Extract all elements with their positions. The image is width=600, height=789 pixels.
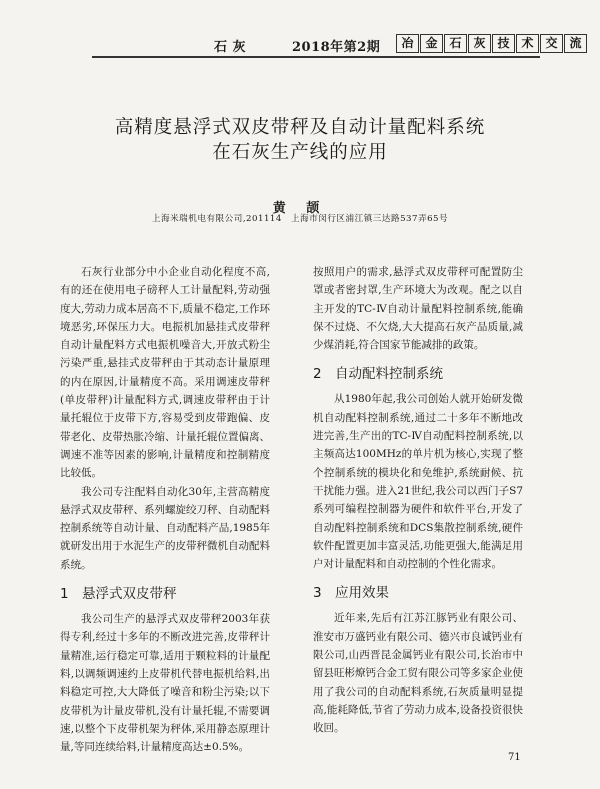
paragraph: 从1980年起,我公司创始人就开始研发微机自动配料控制系统,通过二十多年不断地改进完善,生产出的TC-Ⅳ自动配料控制系统,以主频高达100MHz的单片机为核心,实现了整个控制系统的模块化和免维护,系统耐候、抗干扰能力强。进入21世纪,我公司以西门子S7系列可编程控制器为硬件和软件平台,开发了自动配料控制系统和DCS集散控制系统,硬件软件配置更加丰富灵活,功能更强大,能满足用户对计量配料和自动控制的个性化需求。 [313, 393, 523, 571]
left-column [60, 263, 270, 756]
page-number: 71 [508, 752, 521, 763]
paragraph: 近年来,先后有江苏江豚钙业有限公司、淮安市万盛钙业有限公司、德兴市良诚钙业有限公司,山西晋昆金属钙业有限公司,长治市中留县旺彬燎钙合金工贸有限公司等多家企业使用了我公司的自动配料系统,石灰质量明显提高,能耗降低,节省了劳动力成本,设备投资很快收回。 [313, 612, 523, 735]
section-heading [60, 582, 270, 602]
section-title: 自动配料控制系统 [335, 366, 443, 383]
journal-name: 石 灰 [214, 40, 247, 55]
paragraph: 石灰行业部分中小企业自动化程度不高,有的还在使用电子磅秤人工计量配料,劳动强度大,劳动力成本居高不下,质量不稳定,工作环境恶劣,环保压力大。电振机加悬挂式皮带秤自动计量配料方式电振机噪音大,开放式粉尘污染严重,悬挂式皮带秤由于其动态计量原理的内在原因,计量精度不高。采用调速皮带秤(单皮带秤)计量配料方式,调速皮带秤由于计量托辊位于皮带下方,容易受到皮带跑偏、皮带老化、皮带热胀冷缩、计量托辊位置偏离、调速不准等因素的影响,计量精度和控制精度比较低。 [60, 266, 270, 480]
section-number: 1 [60, 586, 69, 603]
header-rule [92, 56, 540, 58]
author-name: 黄 颉 [272, 201, 328, 216]
column-name-boxes [396, 34, 588, 53]
paragraph: 我公司生产的悬浮式双皮带秤2003年获得专利,经过十多年的不断改进完善,皮带秤计量精准,运行稳定可靠,适用于颗粒料的计量配料,以调频调速约上皮带机代替电振机给料,出料稳定可控,大大降低了噪音和粉尘污染;以下皮带机为计量皮带机,没有计量托辊,不需要调速,以整个下皮带机架为秤体,采用静态原理计量,等同连续给料,计量精度高达±0.5%。 [60, 613, 270, 754]
column-char: 交 [540, 34, 563, 53]
section-number: 3 [313, 585, 322, 602]
column-char: 技 [492, 34, 515, 53]
section-heading [313, 362, 523, 382]
section-heading [313, 581, 523, 601]
column-char: 石 [444, 34, 467, 53]
section-number: 2 [313, 366, 322, 383]
column-char: 流 [564, 34, 587, 53]
section-title: 悬浮式双皮带秤 [82, 586, 177, 603]
paragraph: 按照用户的需求,悬浮式双皮带秤可配置防尘罩或者密封罩,生产环境大为改观。配之以自主开发的TC-Ⅳ自动计量配料控制系统,能确保不过烧、不欠烧,大大提高石灰产品质量,减少煤消耗,符合国家节能减排的政策。 [313, 266, 523, 352]
right-column [313, 263, 523, 738]
column-char: 金 [420, 34, 443, 53]
column-char: 灰 [468, 34, 491, 53]
column-char: 冶 [396, 34, 419, 53]
journal-issue: 2018年第2期 [292, 40, 381, 55]
author-affiliation: 上海米瑞机电有限公司,201114 上海市闵行区浦江镇三达路537弄65号 [151, 214, 449, 224]
paragraph: 我公司专注配料自动化30年,主营高精度悬浮式双皮带秤、系列螺旋绞刀秤、自动配料控制系统等自动计量、自动配料产品,1985年就研发出用于水泥生产的皮带秤微机自动配料系统。 [60, 485, 270, 571]
column-char: 术 [516, 34, 539, 53]
article-title-line2: 在石灰生产线的应用 [212, 142, 388, 163]
section-title: 应用效果 [335, 585, 389, 602]
article-title-line1: 高精度悬浮式双皮带秤及自动计量配料系统 [114, 117, 486, 138]
